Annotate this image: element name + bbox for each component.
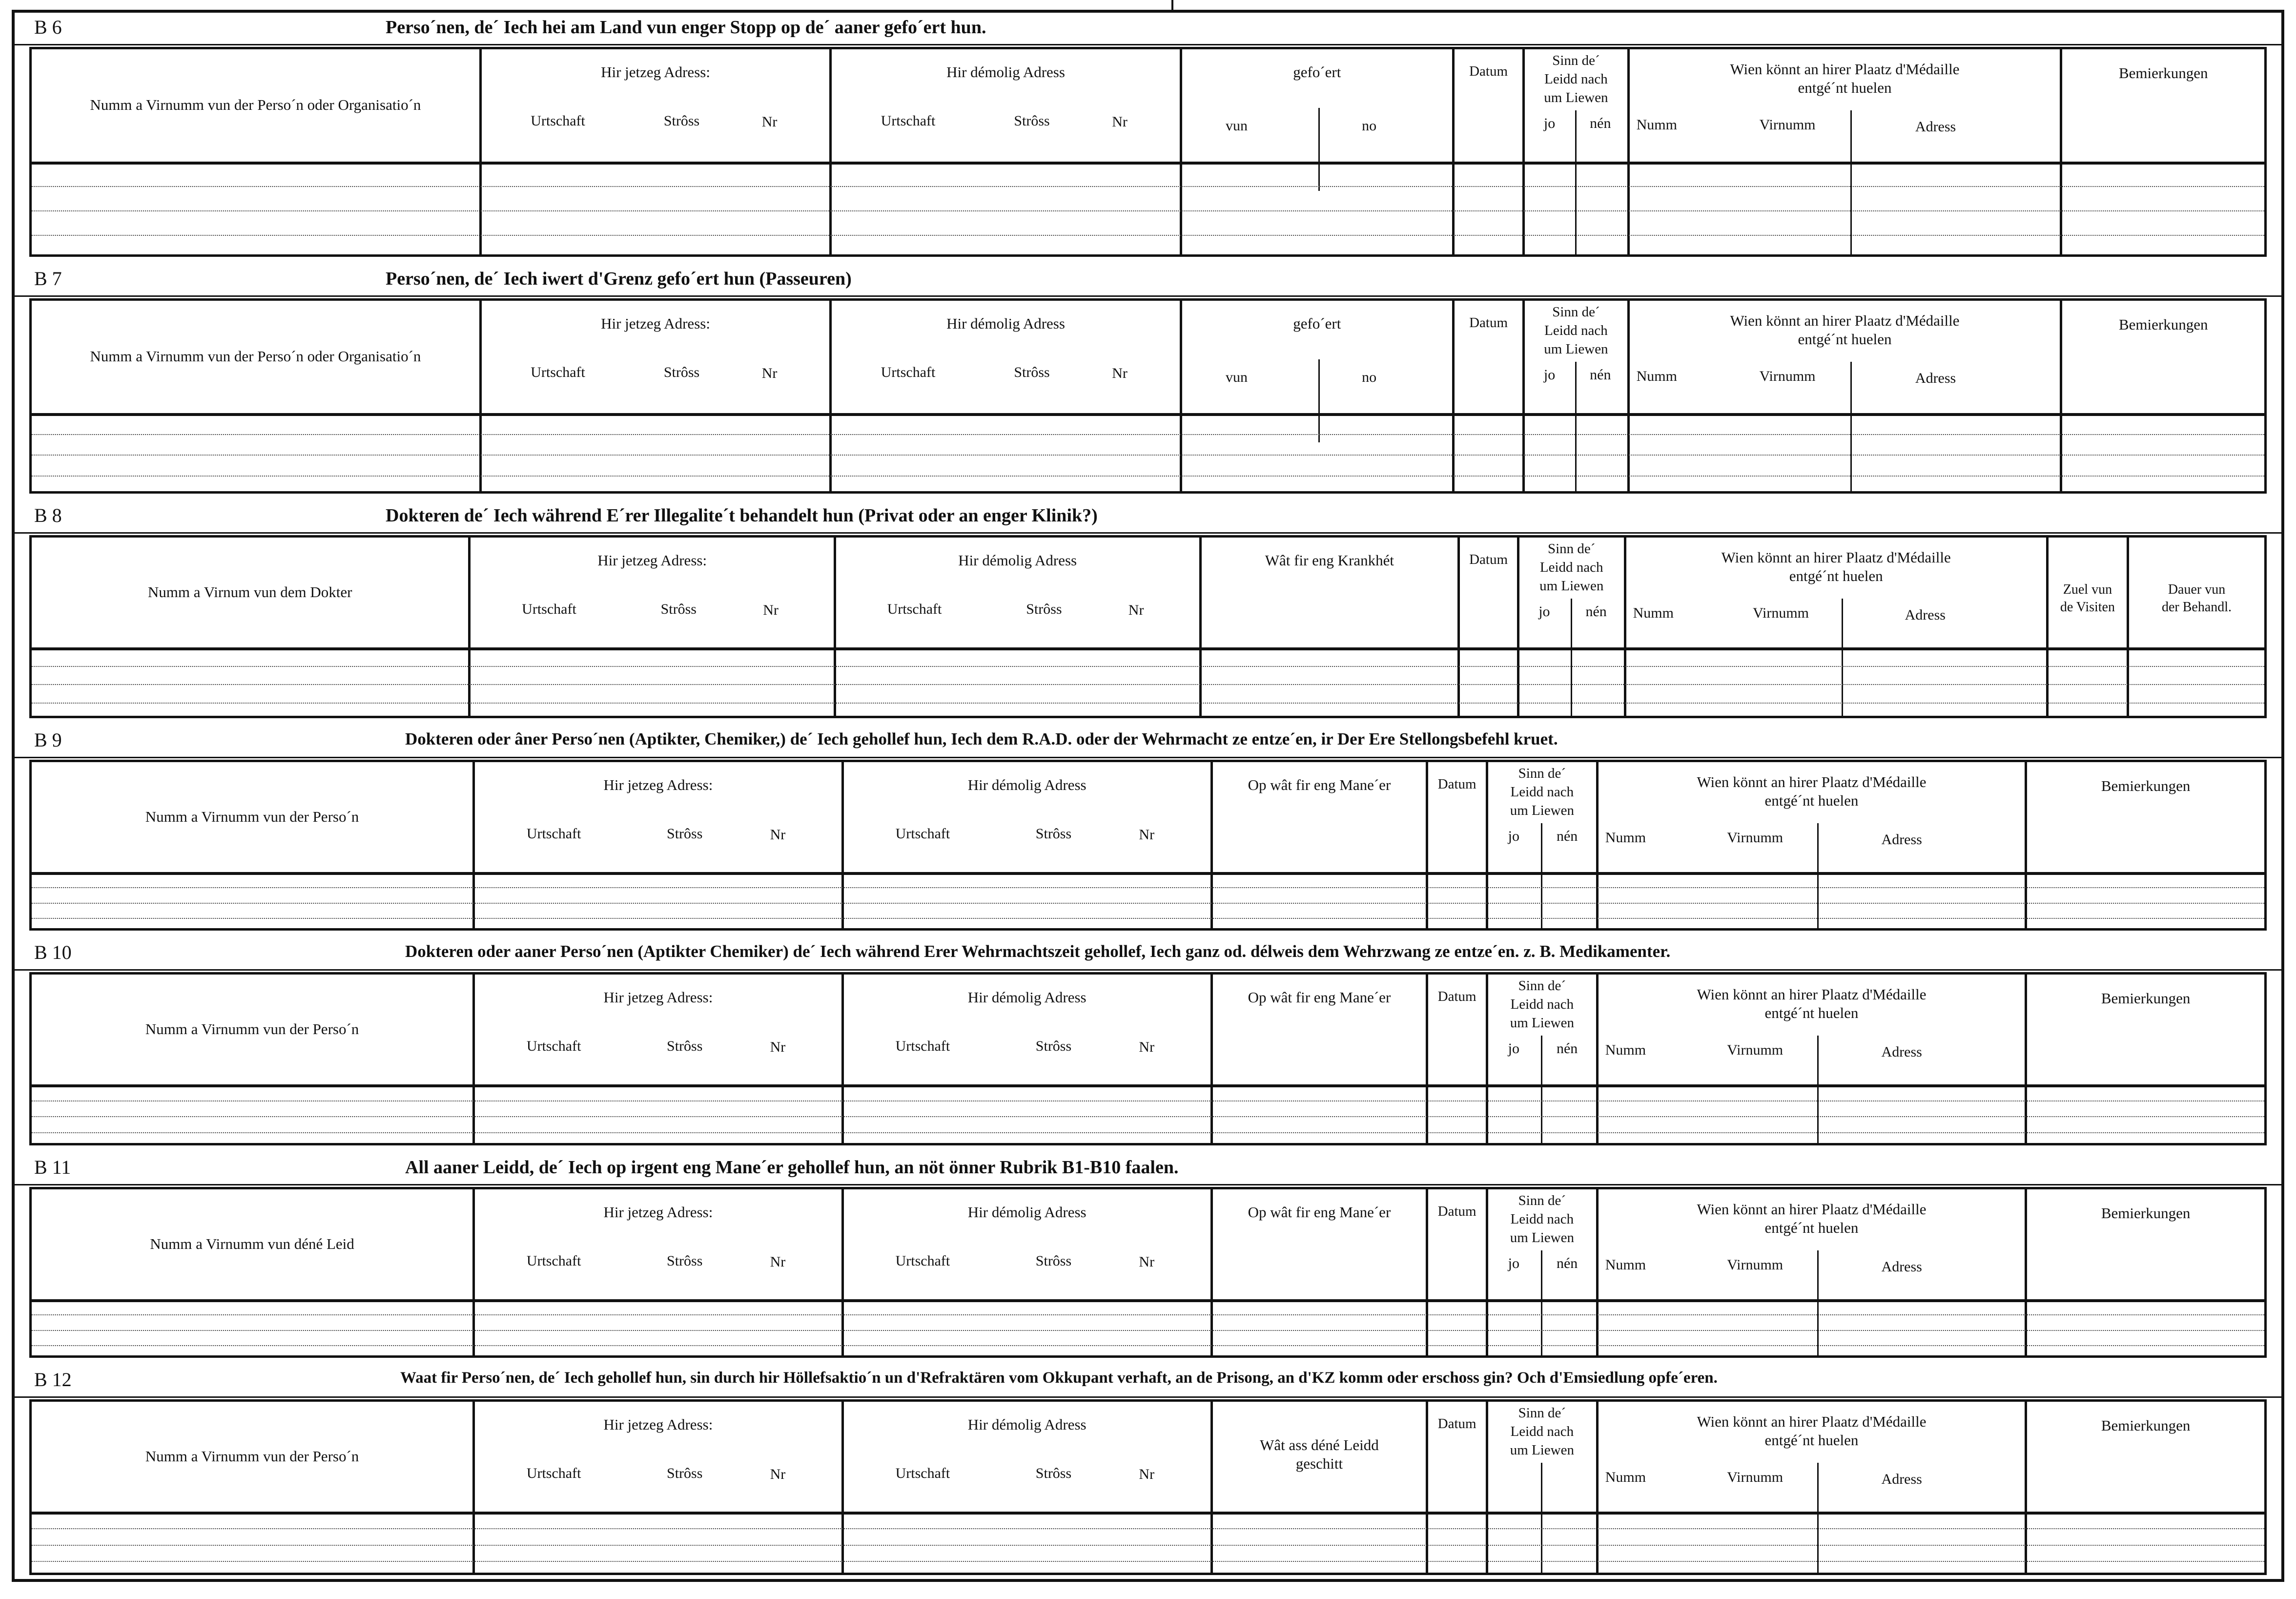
column-3: [1210, 1402, 1426, 1573]
section-title: All aaner Leidd, de´ Iech op irgent eng Mane´er gehollef hun, an nöt önner Rubrik B1-B10 faalen.: [405, 1157, 1179, 1178]
column-6: [1596, 975, 2025, 1143]
datum-header: Datum: [1437, 1416, 1476, 1432]
section-b10: [15, 938, 2281, 1153]
section-title: Dokteren oder aaner Perso´nen (Aptikter Chemiker) de´ Iech während Erer Wehrmachtszeit gehollef, Iech ganz od. délweis dem Wehrzwang ze entze´en. z. B. Medikamenter.: [405, 942, 1671, 961]
section-header: [15, 1365, 2281, 1398]
header-separator: [32, 413, 2264, 416]
leidd-nach-header: Leidd nach: [1510, 1424, 1574, 1439]
column-1: [472, 975, 841, 1143]
section-b6: [15, 13, 2281, 264]
section-title: Dokteren oder âner Perso´nen (Aptikter, Chemiker,) de´ Iech gehollef hun, Iech dem R.A.D. oder der Wehrmacht ze entze´en, ir Der Ere Stellongsbefehl kruet.: [405, 729, 1558, 748]
column-4: [1452, 49, 1522, 254]
dauer-header-2: der Behandl.: [2161, 600, 2232, 615]
um-liewen-header: um Liewen: [1510, 803, 1574, 818]
section-title: Waat fir Perso´nen, de´ Iech gehollef hun, sin durch hir Höllefsaktio´n un d'Refraktären vom Okkupant verhaft, an de Prisong, an d'KZ komm oder erschoss gin? Och d'Emsiedlung opfe´eren.: [400, 1369, 1718, 1387]
datum-header: Datum: [1469, 552, 1508, 567]
section-header: [15, 264, 2281, 297]
medal-header: Wien könnt an hirer Plaatz d'Médaille: [1697, 1413, 1927, 1430]
maneer-header: Op wât fir eng Mane´er: [1248, 1204, 1391, 1221]
column-7: [2025, 975, 2264, 1143]
wat-geschitt-header-2: geschitt: [1295, 1455, 1343, 1472]
adress-subheader: Adress: [1881, 1259, 1922, 1275]
jo-subheader: jo: [1543, 115, 1556, 131]
jo-nen-divider: [1575, 110, 1577, 254]
datum-header: Datum: [1469, 315, 1508, 331]
column-6: [1596, 1402, 2025, 1573]
nen-subheader: nén: [1556, 1255, 1578, 1271]
um-liewen-header: um Liewen: [1510, 1015, 1574, 1031]
dauer-header: Dauer vun: [2168, 582, 2226, 597]
current-address-header: Hir jetzeg Adress:: [603, 776, 713, 793]
former-address-header: Hir démolig Adress: [946, 315, 1065, 332]
medal-header: Wien könnt an hirer Plaatz d'Médaille: [1721, 549, 1951, 566]
section-header: [15, 726, 2281, 758]
sinn-de-header: Sinn de´: [1518, 978, 1566, 994]
column-2: [841, 1402, 1210, 1573]
nr-subheader: Nr: [761, 114, 778, 130]
name-column-header: Numm a Virnum vun dem Dokter: [147, 583, 352, 601]
column-3: [1210, 975, 1426, 1143]
entry-line[interactable]: [32, 887, 2264, 888]
maneer-header: Op wât fir eng Mane´er: [1248, 989, 1391, 1006]
column-1: [472, 1402, 841, 1573]
column-6: [1624, 538, 2046, 716]
numm-subheader: Numm: [1605, 1042, 1646, 1058]
urtschaft-subheader: Urtschaft: [531, 113, 585, 129]
virnumm-subheader: Virnumm: [1727, 1257, 1784, 1273]
bemierkungen-header: Bemierkungen: [2118, 64, 2208, 82]
medal-header-2: entgé´nt huelen: [1764, 1004, 1859, 1021]
stross-subheader: Strôss: [667, 1253, 703, 1269]
nr-subheader: Nr: [770, 827, 786, 843]
column-4: [1452, 301, 1522, 491]
section-code: B 10: [34, 941, 72, 963]
nr-subheader: Nr: [1112, 114, 1128, 130]
jo-subheader: jo: [1508, 828, 1519, 844]
jo-subheader: jo: [1538, 603, 1550, 620]
medal-header: Wien könnt an hirer Plaatz d'Médaille: [1697, 773, 1927, 790]
urtschaft-subheader: Urtschaft: [881, 364, 936, 380]
urtschaft-subheader: Urtschaft: [526, 1465, 581, 1481]
column-8: [2127, 538, 2264, 716]
current-address-header: Hir jetzeg Adress:: [597, 552, 707, 569]
entry-line[interactable]: [32, 434, 2264, 435]
vun-no-divider: [1318, 359, 1320, 442]
column-4: [1426, 1402, 1486, 1573]
section-grid: [29, 972, 2267, 1145]
sinn-de-header: Sinn de´: [1518, 1405, 1566, 1421]
jo-subheader: jo: [1508, 1040, 1519, 1057]
numm-subheader: Numm: [1636, 368, 1677, 384]
section-b12: [15, 1365, 2281, 1582]
adress-subheader: Adress: [1881, 1471, 1922, 1487]
gefoert-header: gefo´ert: [1293, 63, 1341, 81]
medal-divider: [1817, 1463, 1819, 1573]
column-0: [32, 49, 479, 254]
column-3: [1180, 301, 1452, 491]
current-address-header: Hir jetzeg Adress:: [601, 315, 710, 332]
leidd-nach-header: Leidd nach: [1544, 323, 1608, 338]
section-title: Perso´nen, de´ Iech hei am Land vun enger Stopp op de´ aaner gefo´ert hun.: [386, 17, 986, 38]
section-header: [15, 501, 2281, 534]
column-7: [2046, 538, 2127, 716]
stross-subheader: Strôss: [667, 1465, 703, 1481]
entry-line[interactable]: [32, 903, 2264, 904]
urtschaft-subheader: Urtschaft: [895, 1465, 950, 1481]
section-header: [15, 938, 2281, 971]
entry-line[interactable]: [32, 1561, 2264, 1562]
virnumm-subheader: Virnumm: [1759, 117, 1816, 133]
section-grid: [29, 760, 2267, 931]
nen-subheader: nén: [1556, 828, 1578, 844]
jo-nen-divider: [1571, 599, 1572, 716]
stross-subheader: Strôss: [663, 364, 700, 380]
entry-line[interactable]: [32, 1116, 2264, 1117]
entry-line[interactable]: [32, 666, 2264, 667]
bemierkungen-header: Bemierkungen: [2118, 316, 2208, 333]
name-column-header: Numm a Virnumm vun der Perso´n: [145, 1020, 359, 1038]
current-address-header: Hir jetzeg Adress:: [601, 63, 710, 81]
section-title: Perso´nen, de´ Iech iwert d'Grenz gefo´ert hun (Passeuren): [386, 269, 852, 289]
urtschaft-subheader: Urtschaft: [531, 364, 585, 380]
stross-subheader: Strôss: [1035, 1038, 1072, 1054]
urtschaft-subheader: Urtschaft: [526, 1253, 581, 1269]
entry-line[interactable]: [32, 1528, 2264, 1529]
column-2: [829, 49, 1179, 254]
um-liewen-header: um Liewen: [1510, 1442, 1574, 1458]
column-0: [32, 1402, 472, 1573]
vun-subheader: vun: [1226, 369, 1248, 385]
column-6: [1627, 49, 2060, 254]
entry-line[interactable]: [32, 186, 2264, 187]
virnumm-subheader: Virnumm: [1753, 605, 1809, 621]
section-code: B 6: [34, 16, 62, 38]
virnumm-subheader: Virnumm: [1727, 1042, 1784, 1058]
column-1: [479, 301, 829, 491]
column-0: [32, 301, 479, 491]
numm-subheader: Numm: [1605, 1469, 1646, 1485]
nr-subheader: Nr: [1112, 365, 1128, 381]
entry-line[interactable]: [32, 1132, 2264, 1133]
medal-divider: [1842, 599, 1843, 716]
entry-line[interactable]: [32, 918, 2264, 919]
urtschaft-subheader: Urtschaft: [526, 826, 581, 842]
section-grid: [29, 535, 2267, 718]
column-3: [1199, 538, 1458, 716]
entry-line[interactable]: [32, 1545, 2264, 1546]
jo-nen-divider: [1541, 1036, 1542, 1143]
bemierkungen-header: Bemierkungen: [2101, 990, 2191, 1007]
jo-nen-divider: [1575, 362, 1577, 491]
urtschaft-subheader: Urtschaft: [887, 601, 942, 617]
virnumm-subheader: Virnumm: [1727, 1469, 1784, 1485]
medal-header: Wien könnt an hirer Plaatz d'Médaille: [1730, 61, 1960, 78]
maneer-header: Op wât fir eng Mane´er: [1248, 776, 1391, 793]
numm-subheader: Numm: [1636, 117, 1677, 133]
medal-header: Wien könnt an hirer Plaatz d'Médaille: [1730, 312, 1960, 329]
header-separator: [32, 162, 2264, 165]
datum-header: Datum: [1437, 989, 1476, 1004]
stross-subheader: Strôss: [660, 601, 697, 617]
name-column-header: Numm a Virnumm vun der Perso´n: [145, 1447, 359, 1465]
zuel-visiten-header: Zuel vun: [2063, 582, 2112, 597]
section-grid: [29, 47, 2267, 257]
nr-subheader: Nr: [1139, 827, 1155, 843]
nen-subheader: nén: [1590, 115, 1611, 131]
current-address-header: Hir jetzeg Adress:: [603, 989, 713, 1006]
nen-subheader: nén: [1556, 1040, 1578, 1057]
jo-nen-divider: [1541, 823, 1542, 928]
nr-subheader: Nr: [761, 365, 778, 381]
section-grid: [29, 1399, 2267, 1575]
medal-divider: [1817, 1036, 1819, 1143]
section-b9: [15, 726, 2281, 938]
column-6: [1627, 301, 2060, 491]
current-address-header: Hir jetzeg Adress:: [603, 1204, 713, 1221]
medal-header-2: entgé´nt huelen: [1789, 567, 1883, 584]
stross-subheader: Strôss: [663, 113, 700, 129]
bemierkungen-header: Bemierkungen: [2101, 1204, 2191, 1222]
adress-subheader: Adress: [1915, 119, 1956, 135]
sinn-de-header: Sinn de´: [1552, 53, 1600, 68]
virnumm-subheader: Virnumm: [1759, 368, 1816, 384]
section-header: [15, 13, 2281, 45]
medal-header-2: entgé´nt huelen: [1798, 331, 1892, 348]
column-5: [1522, 49, 1627, 254]
leidd-nach-header: Leidd nach: [1510, 784, 1574, 800]
name-column-header: Numm a Virnumm vun der Perso´n: [145, 808, 359, 825]
entry-line[interactable]: [32, 1345, 2264, 1346]
nen-subheader: nén: [1590, 367, 1611, 383]
medal-header-2: entgé´nt huelen: [1764, 1432, 1859, 1449]
adress-subheader: Adress: [1881, 831, 1922, 848]
numm-subheader: Numm: [1605, 830, 1646, 846]
column-0: [32, 538, 468, 716]
medal-header-2: entgé´nt huelen: [1798, 79, 1892, 96]
name-column-header: Numm a Virnumm vun déné Leid: [150, 1235, 354, 1252]
column-7: [2060, 301, 2264, 491]
no-subheader: no: [1362, 369, 1377, 385]
jo-nen-divider: [1541, 1250, 1542, 1355]
column-2: [834, 538, 1199, 716]
urtschaft-subheader: Urtschaft: [895, 1253, 950, 1269]
stross-subheader: Strôss: [1026, 601, 1062, 617]
entry-line[interactable]: [32, 1330, 2264, 1331]
adress-subheader: Adress: [1881, 1044, 1922, 1060]
stross-subheader: Strôss: [1035, 1253, 1072, 1269]
sinn-de-header: Sinn de´: [1552, 304, 1600, 320]
former-address-header: Hir démolig Adress: [967, 1416, 1086, 1433]
nen-subheader: nén: [1585, 603, 1607, 620]
column-5: [1522, 301, 1627, 491]
krankheet-header: Wât fir eng Krankhét: [1265, 552, 1394, 569]
medal-header-2: entgé´nt huelen: [1764, 1219, 1859, 1236]
section-b8: [15, 501, 2281, 726]
sinn-de-header: Sinn de´: [1547, 541, 1596, 557]
leidd-nach-header: Leidd nach: [1544, 71, 1608, 87]
urtschaft-subheader: Urtschaft: [895, 1038, 950, 1054]
datum-header: Datum: [1469, 63, 1508, 79]
leidd-nach-header: Leidd nach: [1539, 560, 1603, 575]
gefoert-header: gefo´ert: [1293, 315, 1341, 332]
bemierkungen-header: Bemierkungen: [2101, 777, 2191, 794]
um-liewen-header: um Liewen: [1544, 90, 1608, 105]
column-5: [1517, 538, 1624, 716]
wat-geschitt-header: Wât ass déné Leidd: [1260, 1436, 1379, 1454]
section-code: B 7: [34, 268, 62, 290]
entry-line[interactable]: [32, 235, 2264, 236]
entry-line[interactable]: [32, 703, 2264, 704]
um-liewen-header: um Liewen: [1539, 578, 1604, 594]
column-1: [468, 538, 834, 716]
virnumm-subheader: Virnumm: [1727, 830, 1784, 846]
jo-subheader: jo: [1543, 367, 1556, 383]
adress-subheader: Adress: [1905, 607, 1946, 623]
section-code: B 12: [34, 1369, 72, 1391]
column-4: [1426, 975, 1486, 1143]
header-separator: [32, 1299, 2264, 1302]
section-title: Dokteren de´ Iech während E´rer Illegalite´t behandelt hun (Privat oder an enger Klinik?): [386, 505, 1098, 526]
adress-subheader: Adress: [1915, 370, 1956, 386]
section-header: [15, 1153, 2281, 1185]
sinn-de-header: Sinn de´: [1518, 1193, 1566, 1208]
section-b11: [15, 1153, 2281, 1365]
um-liewen-header: um Liewen: [1510, 1230, 1574, 1246]
former-address-header: Hir démolig Adress: [958, 552, 1077, 569]
column-1: [479, 49, 829, 254]
header-separator: [32, 647, 2264, 650]
column-5: [1486, 1402, 1596, 1573]
column-5: [1486, 975, 1596, 1143]
vun-no-divider: [1318, 108, 1320, 191]
column-7: [2025, 1402, 2264, 1573]
section-code: B 11: [34, 1156, 71, 1178]
column-2: [841, 975, 1210, 1143]
stross-subheader: Strôss: [1014, 113, 1050, 129]
entry-line[interactable]: [32, 210, 2264, 211]
jo-subheader: jo: [1508, 1255, 1519, 1271]
nr-subheader: Nr: [763, 602, 779, 618]
column-4: [1457, 538, 1517, 716]
urtschaft-subheader: Urtschaft: [895, 826, 950, 842]
section-grid: [29, 1187, 2267, 1358]
header-separator: [32, 1084, 2264, 1087]
no-subheader: no: [1362, 118, 1377, 134]
section-b7: [15, 264, 2281, 501]
stross-subheader: Strôss: [1035, 826, 1072, 842]
medal-header: Wien könnt an hirer Plaatz d'Médaille: [1697, 1201, 1927, 1218]
urtschaft-subheader: Urtschaft: [881, 113, 936, 129]
column-7: [2060, 49, 2264, 254]
column-0: [32, 975, 472, 1143]
datum-header: Datum: [1437, 776, 1476, 792]
column-2: [829, 301, 1179, 491]
nr-subheader: Nr: [1128, 602, 1144, 618]
entry-line[interactable]: [32, 455, 2264, 456]
urtschaft-subheader: Urtschaft: [522, 601, 576, 617]
nr-subheader: Nr: [770, 1039, 786, 1055]
entry-line[interactable]: [32, 476, 2264, 477]
um-liewen-header: um Liewen: [1544, 341, 1608, 357]
leidd-nach-header: Leidd nach: [1510, 1211, 1574, 1227]
urtschaft-subheader: Urtschaft: [526, 1038, 581, 1054]
medal-divider: [1850, 362, 1852, 491]
name-column-header: Numm a Virnumm vun der Perso´n oder Organisatio´n: [90, 96, 421, 113]
name-column-header: Numm a Virnumm vun der Perso´n oder Organisatio´n: [90, 348, 421, 365]
stross-subheader: Strôss: [667, 1038, 703, 1054]
nr-subheader: Nr: [1139, 1039, 1155, 1055]
nr-subheader: Nr: [1139, 1254, 1155, 1270]
medal-header: Wien könnt an hirer Plaatz d'Médaille: [1697, 986, 1927, 1003]
numm-subheader: Numm: [1605, 1257, 1646, 1273]
nr-subheader: Nr: [770, 1466, 786, 1482]
jo-nen-divider: [1541, 1463, 1542, 1573]
medal-divider: [1850, 110, 1852, 254]
bemierkungen-header: Bemierkungen: [2101, 1417, 2191, 1434]
zuel-visiten-header-2: de Visiten: [2060, 600, 2115, 615]
section-code: B 8: [34, 504, 62, 526]
form-sheet: [12, 10, 2284, 1582]
former-address-header: Hir démolig Adress: [967, 989, 1086, 1006]
entry-line[interactable]: [32, 1314, 2264, 1315]
numm-subheader: Numm: [1633, 605, 1674, 621]
former-address-header: Hir démolig Adress: [967, 776, 1086, 793]
current-address-header: Hir jetzeg Adress:: [603, 1416, 713, 1433]
column-3: [1180, 49, 1452, 254]
stross-subheader: Strôss: [1014, 364, 1050, 380]
medal-divider: [1817, 1250, 1819, 1355]
sinn-de-header: Sinn de´: [1518, 766, 1566, 781]
section-code: B 9: [34, 729, 62, 751]
section-grid: [29, 298, 2267, 494]
nr-subheader: Nr: [1139, 1466, 1155, 1482]
header-separator: [32, 1512, 2264, 1515]
header-separator: [32, 872, 2264, 875]
former-address-header: Hir démolig Adress: [946, 63, 1065, 81]
nr-subheader: Nr: [770, 1254, 786, 1270]
medal-divider: [1817, 823, 1819, 928]
vun-subheader: vun: [1226, 118, 1248, 134]
leidd-nach-header: Leidd nach: [1510, 997, 1574, 1012]
stross-subheader: Strôss: [667, 826, 703, 842]
medal-header-2: entgé´nt huelen: [1764, 792, 1859, 809]
stross-subheader: Strôss: [1035, 1465, 1072, 1481]
former-address-header: Hir démolig Adress: [967, 1204, 1086, 1221]
entry-line[interactable]: [32, 684, 2264, 685]
datum-header: Datum: [1437, 1204, 1476, 1219]
